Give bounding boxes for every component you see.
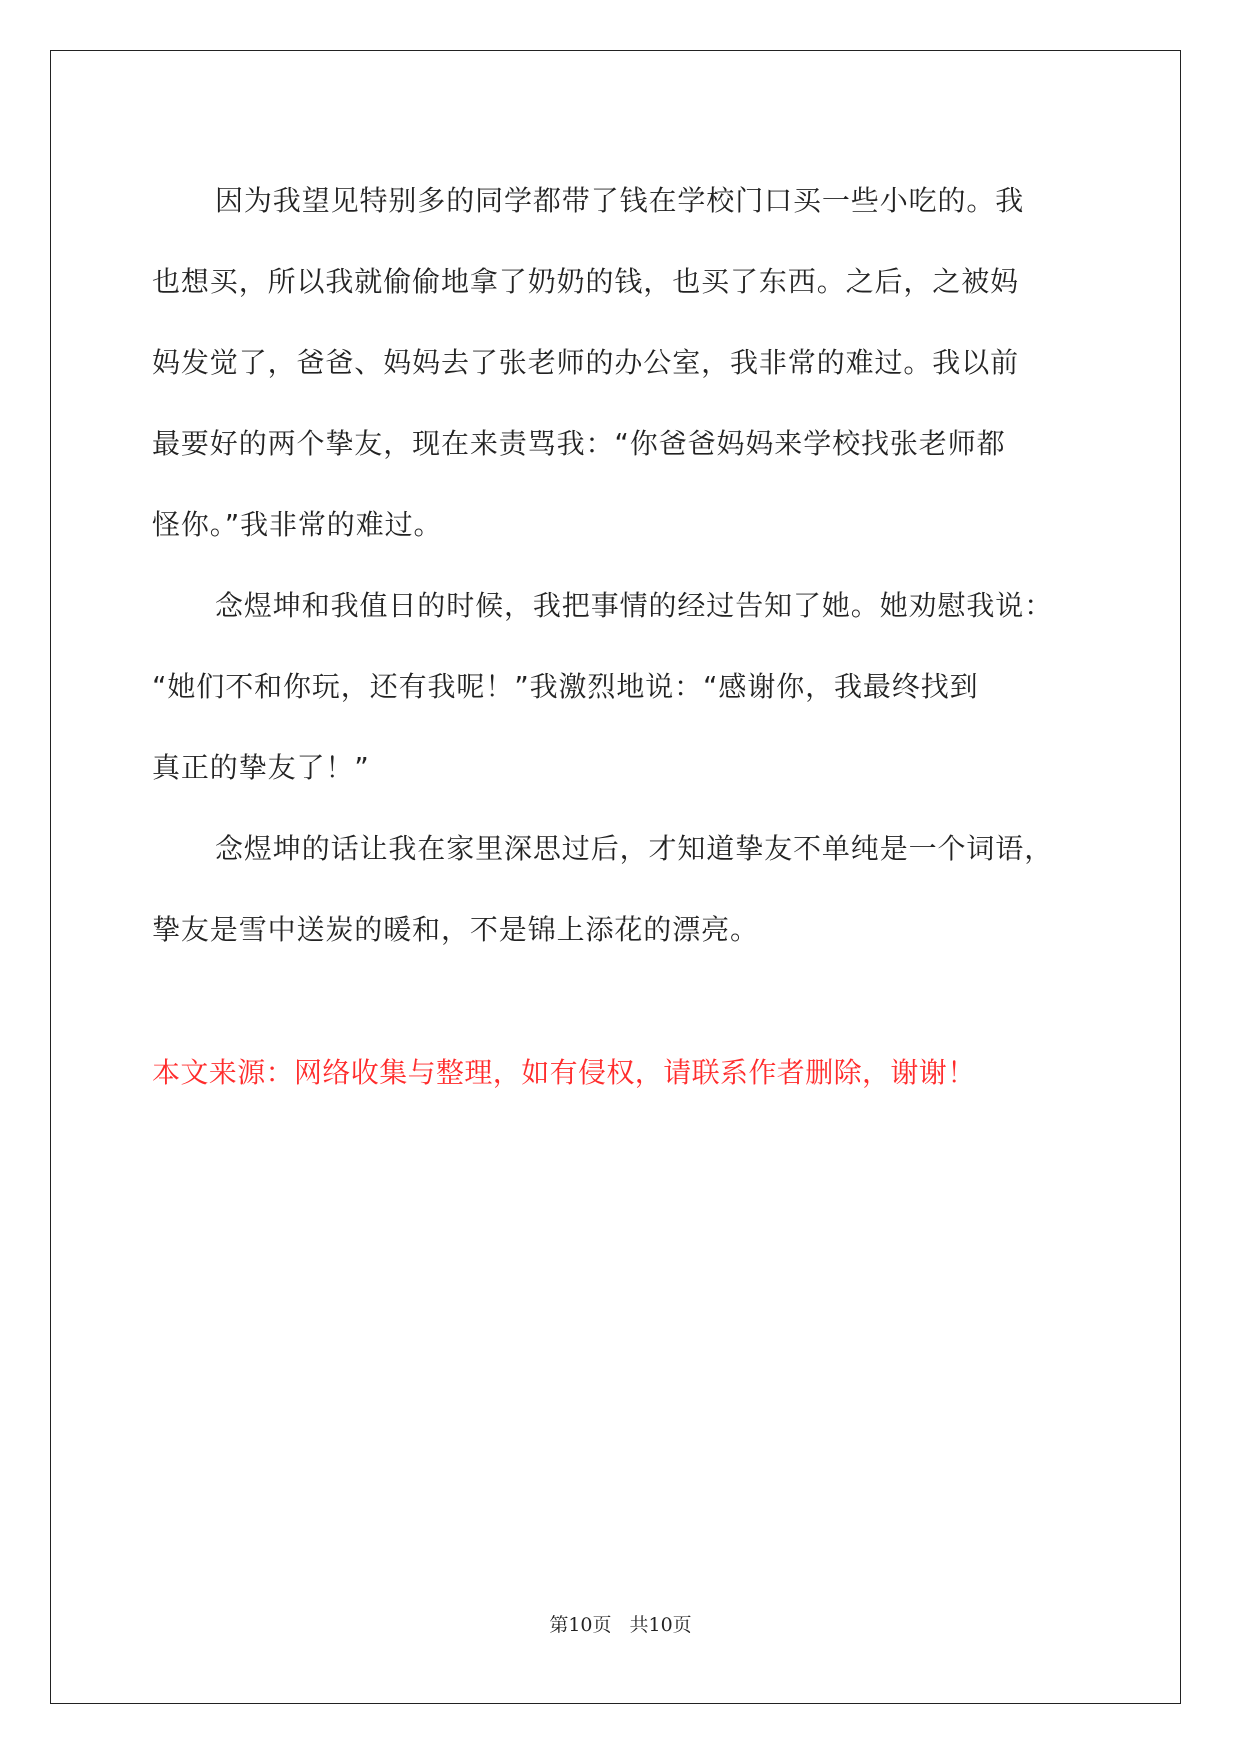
- source-disclaimer: 本文来源：网络收集与整理，如有侵权，请联系作者删除，谢谢！: [152, 1056, 976, 1089]
- paragraph-2-line-2: “她们不和你玩，还有我呢！”我激烈地说：“感谢你，我最终找到: [152, 670, 979, 703]
- total-pages: 共10页: [629, 1614, 692, 1636]
- current-page-number: 第10页: [549, 1614, 612, 1636]
- paragraph-3-line-1: 念煜坤的话让我在家里深思过后，才知道挚友不单纯是一个词语，: [215, 832, 1054, 865]
- paragraph-1-line-4: 最要好的两个挚友，现在来责骂我：“你爸爸妈妈来学校找张老师都: [152, 427, 1006, 460]
- page-footer: [0, 1612, 1241, 1638]
- paragraph-1-line-1: 因为我望见特别多的同学都带了钱在学校门口买一些小吃的。我: [215, 184, 1025, 217]
- paragraph-1-line-5: 怪你。”我非常的难过。: [152, 508, 443, 541]
- paragraph-1-line-2: 也想买，所以我就偷偷地拿了奶奶的钱，也买了东西。之后，之被妈: [152, 265, 1020, 298]
- paragraph-2-line-1: 念煜坤和我值日的时候，我把事情的经过告知了她。她劝慰我说：: [215, 589, 1054, 622]
- paragraph-1-line-3: 妈发觉了，爸爸、妈妈去了张老师的办公室，我非常的难过。我以前: [152, 346, 1020, 379]
- paragraph-3-line-2: 挚友是雪中送炭的暖和，不是锦上添花的漂亮。: [152, 913, 759, 946]
- document-body: [152, 160, 1092, 970]
- paragraph-2-line-3: 真正的挚友了！”: [152, 751, 370, 784]
